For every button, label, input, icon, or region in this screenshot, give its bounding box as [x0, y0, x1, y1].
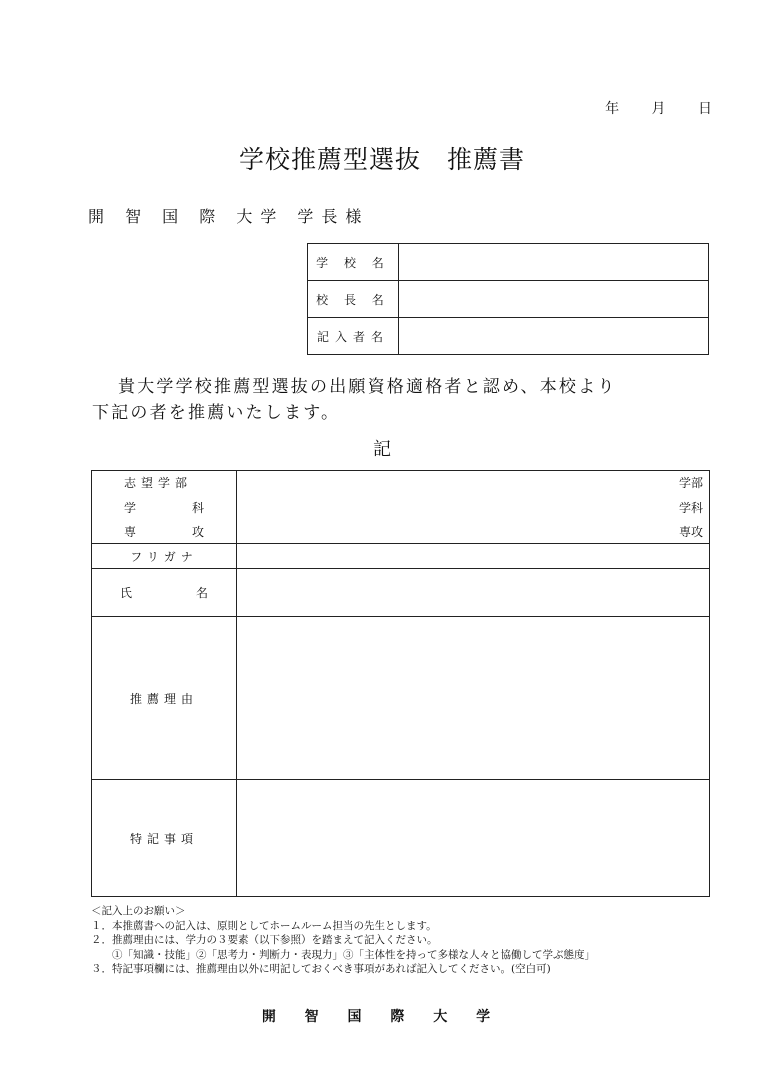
- instruction-line: １．本推薦書への記入は、原則としてホームルーム担当の先生とします。: [91, 919, 437, 932]
- dept-label-subject-right: 科: [191, 500, 204, 515]
- school-name-row: [308, 244, 709, 281]
- intro-paragraph: [92, 374, 712, 426]
- instruction-line: ２．推薦理由には、学力の３要素（以下参照）を踏まえて記入ください。: [91, 934, 438, 946]
- principal-label: 校 長 名: [308, 281, 399, 318]
- addressee: 開 智 国 際 大学 学長様: [88, 207, 370, 226]
- furigana-field[interactable]: [237, 544, 710, 569]
- ki-heading: 記: [373, 439, 391, 460]
- special-notes-row: [92, 780, 710, 897]
- date-year: 年: [605, 101, 620, 117]
- date-line: [577, 98, 712, 118]
- dept-label-faculty-text: 志望学部: [124, 476, 193, 490]
- document-title: 学校推薦型選抜 推薦書: [238, 145, 525, 174]
- name-label-right: 名: [195, 586, 208, 600]
- dept-label-major-right: 攻: [191, 525, 204, 539]
- special-notes-label: 特記事項: [92, 780, 237, 897]
- dept-suffix-subject: 学科: [678, 500, 703, 515]
- writer-field[interactable]: [399, 318, 709, 355]
- special-notes-field[interactable]: [237, 780, 710, 897]
- instructions-header: ＜記入上のお願い＞: [91, 905, 186, 917]
- dept-label-faculty: [92, 474, 236, 491]
- reason-field[interactable]: [237, 617, 710, 780]
- date-month: 月: [651, 101, 666, 117]
- school-name-field[interactable]: [399, 244, 709, 281]
- university-name-footer: 開 智 国 際 大 学: [261, 1009, 503, 1025]
- writer-row: [308, 318, 709, 355]
- instructions: [91, 904, 595, 977]
- department-row: [92, 471, 710, 544]
- school-info-table: [307, 243, 709, 355]
- department-field[interactable]: [237, 471, 710, 544]
- dept-label-subject-left: 学: [124, 500, 137, 515]
- school-name-label: 学 校 名: [308, 244, 399, 281]
- department-label-cell: [92, 471, 237, 544]
- writer-label: 記入者名: [308, 318, 399, 355]
- furigana-label: フリガナ: [92, 544, 237, 569]
- dept-label-major: [92, 523, 236, 540]
- dept-label-major-left: 専: [124, 525, 137, 539]
- instruction-line: ３．特記事項欄には、推薦理由以外に明記しておくべき事項があれば記入してください。(空白可): [91, 963, 551, 975]
- intro-line-2: 下記の者を推薦いたします。: [92, 403, 341, 423]
- name-label-left: 氏: [120, 586, 133, 600]
- name-label-cell: [92, 569, 237, 617]
- principal-field[interactable]: [399, 281, 709, 318]
- intro-line-1: 貴大学学校推薦型選抜の出願資格適格者と認め、本校より: [118, 377, 617, 397]
- dept-suffix-major: 専攻: [678, 525, 703, 539]
- instruction-line: ①「知識・技能」②「思考力・判断力・表現力」③「主体性を持って多様な人々と協働して学ぶ態度」: [91, 948, 595, 961]
- principal-row: [308, 281, 709, 318]
- date-day: 日: [698, 101, 712, 117]
- reason-label: 推薦理由: [92, 617, 237, 780]
- dept-label-subject: [92, 499, 236, 516]
- furigana-row: [92, 544, 710, 569]
- dept-suffix-faculty: 学部: [678, 476, 703, 490]
- recommendation-form-table: [91, 470, 710, 897]
- name-field[interactable]: [237, 569, 710, 617]
- name-row: [92, 569, 710, 617]
- reason-row: [92, 617, 710, 780]
